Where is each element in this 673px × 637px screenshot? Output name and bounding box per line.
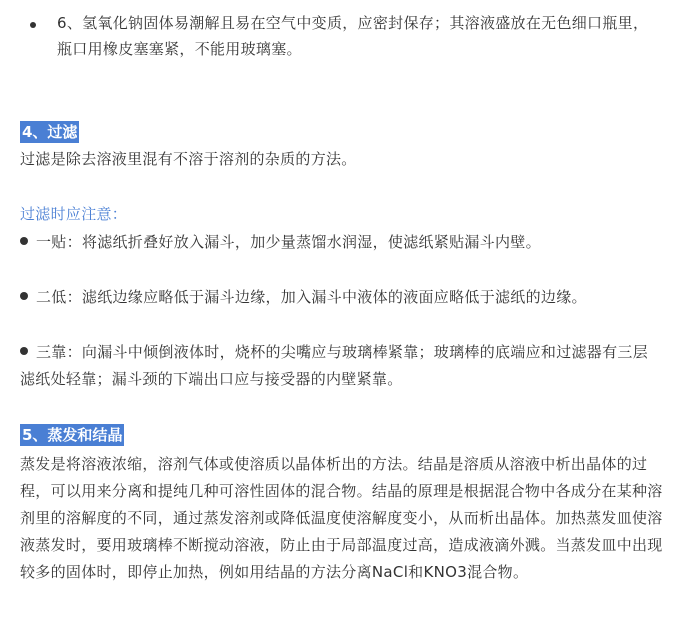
filtration-note-2: [20, 284, 663, 311]
bullet-dot-icon: [30, 22, 36, 28]
list-item-text: 6、氢氧化钠固体易潮解且易在空气中变质，应密封保存；其溶液盛放在无色细口瓶里，瓶口用橡皮塞塞紧，不能用玻璃塞。: [57, 14, 649, 58]
filtration-note-1: [20, 229, 663, 256]
evaporation-body: 蒸发是将溶液浓缩，溶剂气体或使溶质以晶体析出的方法。结晶是溶质从溶液中析出晶体的过程，可以用来分离和提纯几种可溶性固体的混合物。结晶的原理是根据混合物中各成分在某种溶剂里的溶解度的不同，通过蒸发溶剂或降低温度使溶解度变小，从而析出晶体。加热蒸发皿使溶液蒸发时，要用玻璃棒不断搅动溶液，防止由于局部温度过高，造成液滴外溅。当蒸发皿中出现较多的固体时，即停止加热，例如用结晶的方法分离NaCl和KNO3混合物。: [20, 455, 663, 581]
section-heading-evaporation: 5、蒸发和结晶: [22, 426, 123, 444]
filtration-note-text: 三靠：向漏斗中倾倒液体时，烧杯的尖嘴应与玻璃棒紧靠；玻璃棒的底端应和过滤器有三层滤纸处轻靠；漏斗颈的下端出口应与接受器的内壁紧靠。: [20, 343, 649, 388]
bullet-dot-icon: [20, 292, 28, 300]
section-heading-filtration: 4、过滤: [22, 123, 78, 141]
filtration-note-text: 二低：滤纸边缘应略低于漏斗边缘，加入漏斗中液体的液面应略低于滤纸的边缘。: [36, 288, 587, 306]
bullet-dot-icon: [20, 237, 28, 245]
bullet-dot-icon: [20, 347, 28, 355]
filtration-notes-subheading: 过滤时应注意：: [20, 205, 128, 223]
filtration-note-text: 一贴：将滤纸折叠好放入漏斗，加少量蒸馏水润湿，使滤纸紧贴漏斗内壁。: [36, 233, 541, 251]
filtration-intro: 过滤是除去溶液里混有不溶于溶剂的杂质的方法。: [20, 150, 357, 168]
filtration-note-3: [20, 339, 663, 393]
